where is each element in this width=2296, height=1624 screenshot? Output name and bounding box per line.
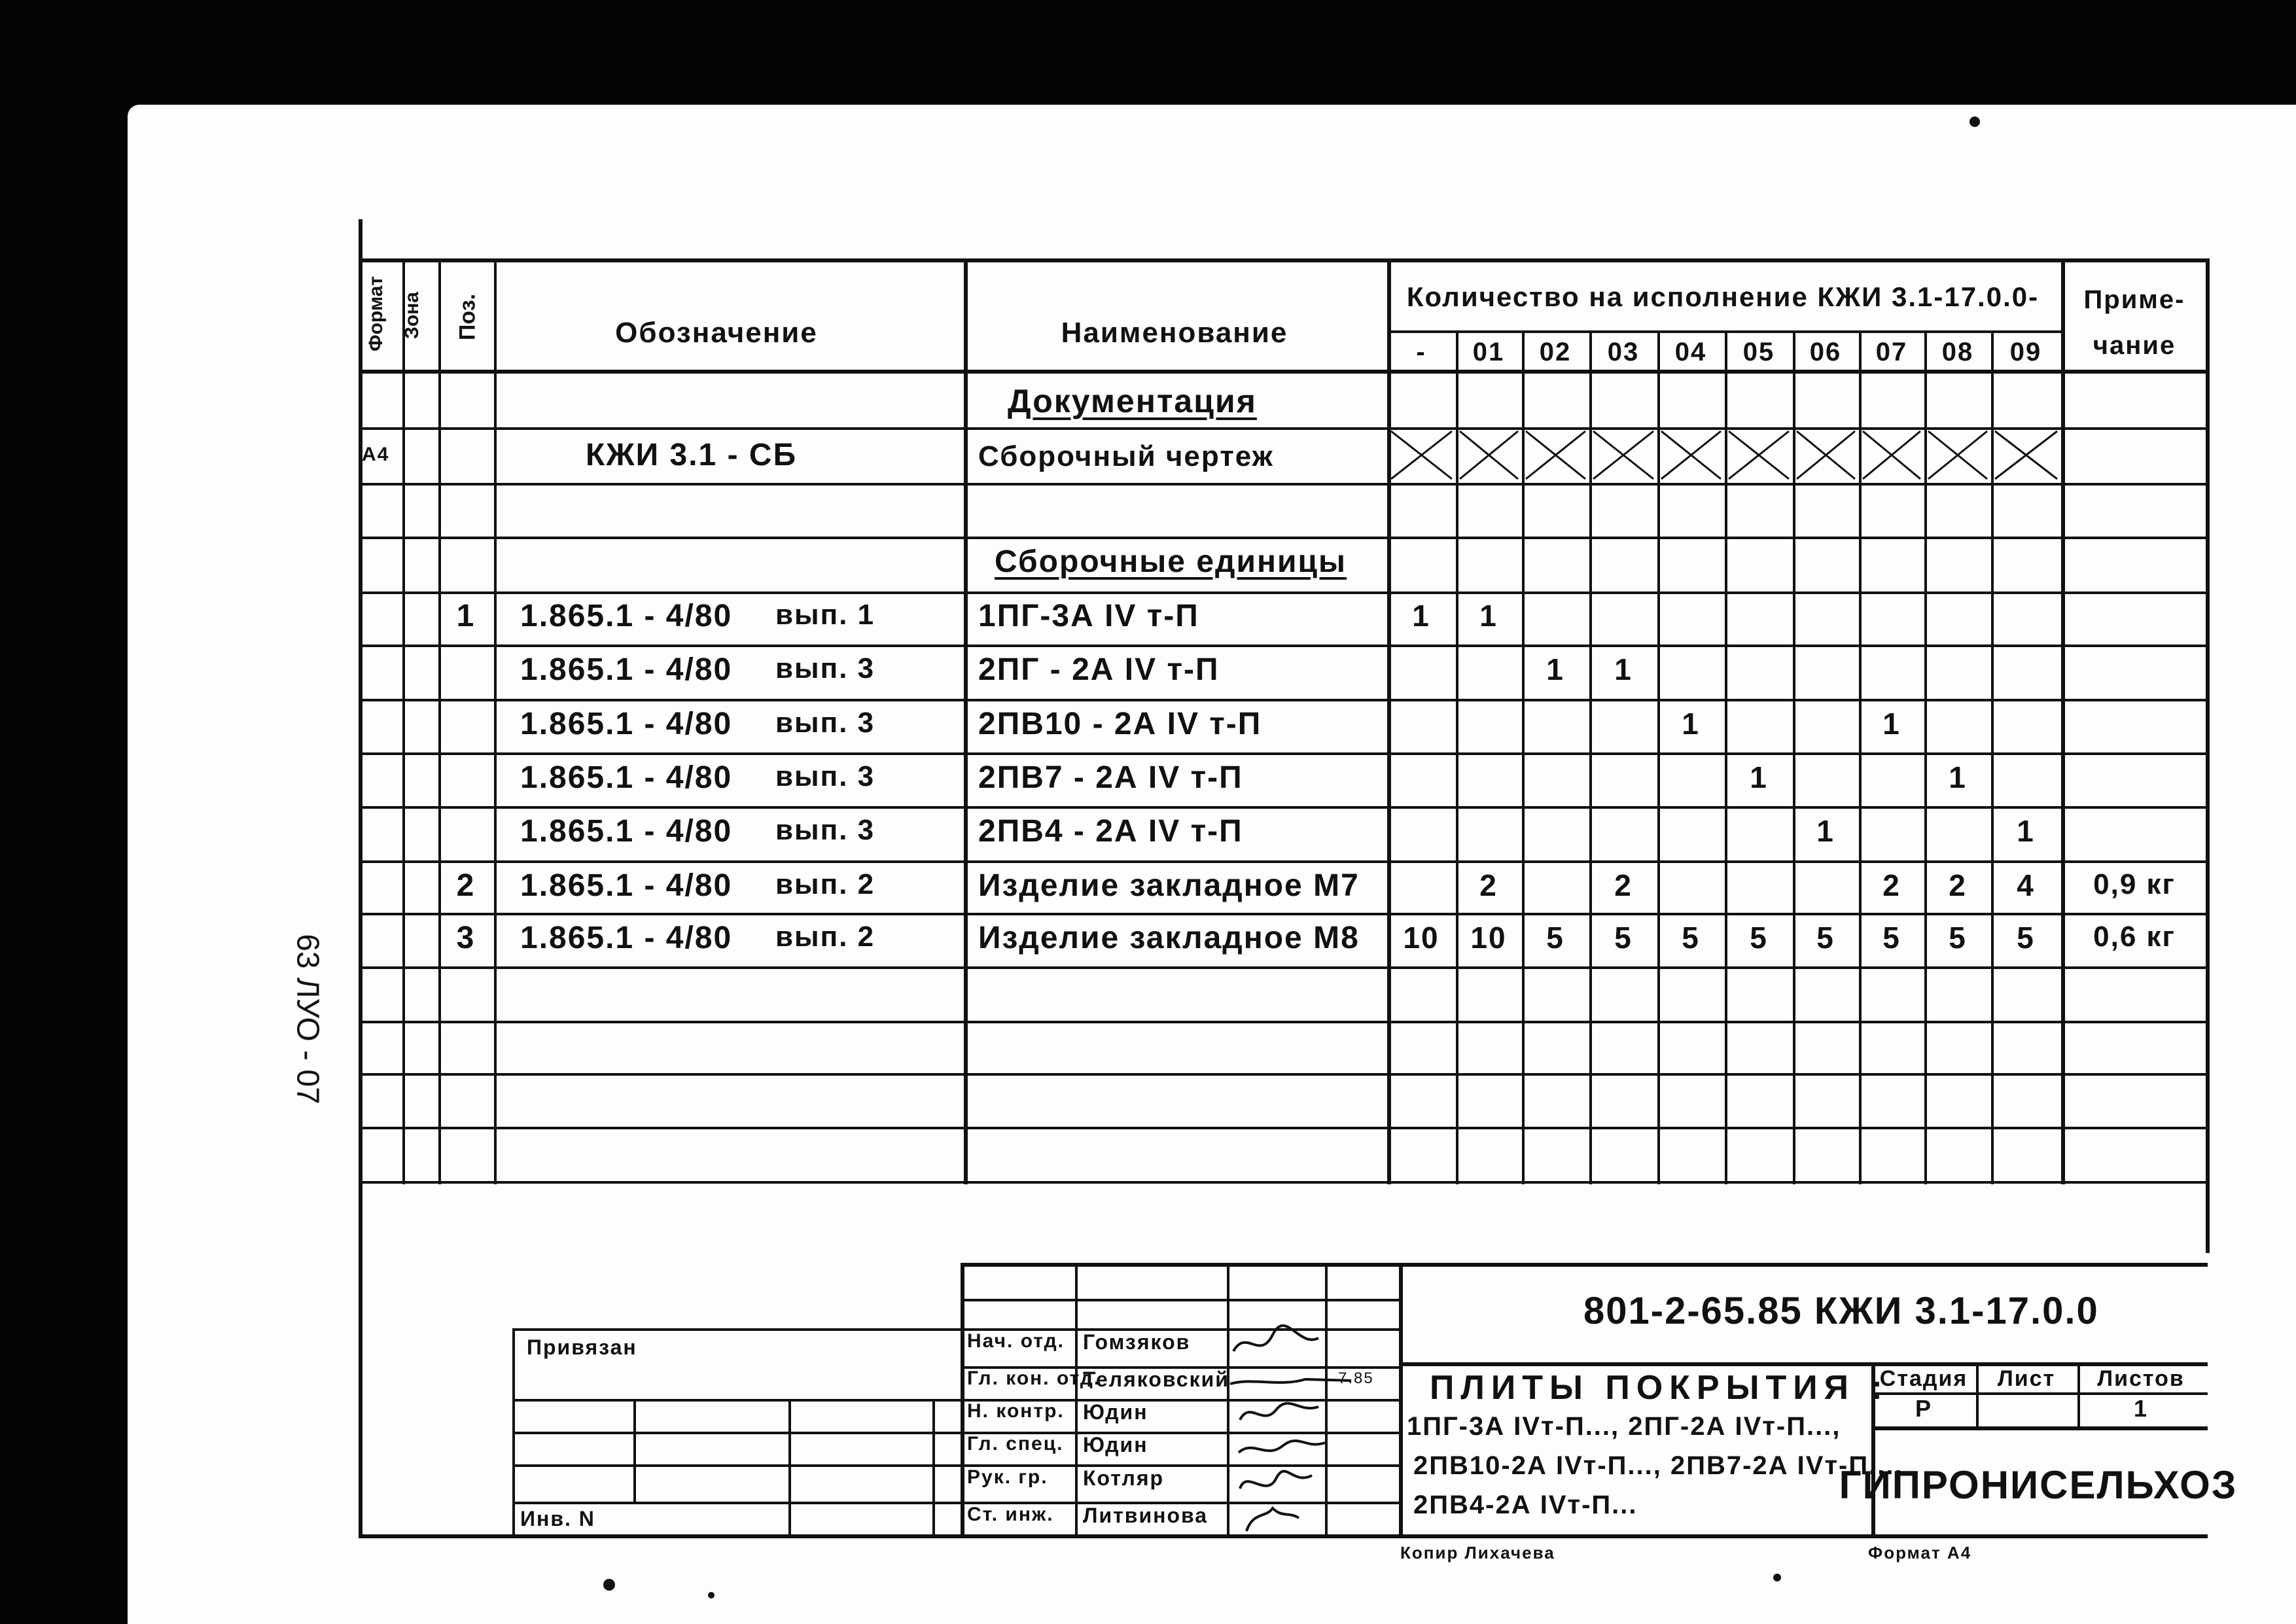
- inventory-label: Инв. N: [520, 1507, 595, 1530]
- row-name: 2ПВ4 - 2А IV т-П: [978, 814, 1243, 849]
- signer-role: Гл. спец.: [967, 1433, 1064, 1455]
- row-qty: 1: [1816, 814, 1835, 848]
- title-line-2: 1ПГ-3А IVт-П..., 2ПГ-2А IVт-П...,: [1407, 1412, 1841, 1441]
- doc-format: А4: [362, 444, 390, 465]
- row-qty: 1: [1546, 652, 1564, 686]
- row-qty: 5: [1614, 921, 1633, 955]
- row-name: Изделие закладное М7: [978, 868, 1360, 903]
- signer-name: Котляр: [1083, 1466, 1165, 1490]
- drawing-code: 801-2-65.85 КЖИ 3.1-17.0.0: [1583, 1290, 2099, 1332]
- row-note: 0,9 кг: [2093, 868, 2176, 900]
- margin-note: 63 ЛУО - 07: [290, 934, 325, 1104]
- zone-header: Зона: [401, 292, 423, 339]
- row-designation: 1.865.1 - 4/80: [520, 760, 733, 795]
- row-qty: 5: [1949, 921, 1967, 955]
- pos-header: Поз.: [455, 293, 480, 341]
- row-issue: вып. 3: [775, 652, 875, 684]
- copy-label: Копир Лихачева: [1400, 1543, 1555, 1562]
- variant-header-2: 02: [1539, 338, 1572, 366]
- signer-name: Гомзяков: [1083, 1330, 1191, 1354]
- row-qty: 1: [1882, 707, 1901, 741]
- row-qty: 1: [1479, 599, 1498, 633]
- stage-value: Р: [1915, 1395, 1933, 1422]
- format-header: Формат: [365, 275, 387, 351]
- title-line-3: 2ПВ10-2А IVт-П..., 2ПВ7-2А IVт-П...,: [1413, 1451, 1903, 1480]
- signer-role: Рук. гр.: [967, 1466, 1048, 1488]
- scan-speck: [603, 1579, 615, 1591]
- row-qty: 1: [1949, 760, 1967, 794]
- row-qty: 4: [2017, 868, 2035, 902]
- doc-designation: КЖИ 3.1 - СБ: [586, 438, 798, 472]
- privyazan-label: Привязан: [527, 1335, 637, 1359]
- row-qty: 10: [1403, 921, 1439, 955]
- row-qty: 5: [1882, 921, 1901, 955]
- row-qty: 2: [1479, 868, 1498, 902]
- title-line-4: 2ПВ4-2А IVт-П...: [1413, 1491, 1638, 1519]
- sheet-label: Лист: [1997, 1366, 2056, 1391]
- signer-role: Ст. инж.: [967, 1504, 1054, 1525]
- row-name: 1ПГ-3А IV т-П: [978, 599, 1199, 633]
- row-qty: 1: [1682, 707, 1700, 741]
- row-issue: вып. 2: [775, 868, 875, 900]
- row-issue: вып. 3: [775, 707, 875, 739]
- row-issue: вып. 2: [775, 921, 875, 953]
- variant-header-4: 04: [1674, 338, 1707, 366]
- title-line-1: ПЛИТЫ ПОКРЫТИЯ :: [1430, 1369, 1889, 1407]
- row-pos: 1: [456, 599, 476, 633]
- section-assembly-units: Сборочные единицы: [995, 544, 1347, 579]
- row-qty: 1: [1750, 760, 1768, 794]
- section-documentation: Документация: [1008, 383, 1257, 419]
- row-qty: 10: [1470, 921, 1507, 955]
- signer-name: Литвинова: [1083, 1504, 1209, 1527]
- row-qty: 5: [1546, 921, 1564, 955]
- scan-speck: [1969, 116, 1980, 127]
- row-designation: 1.865.1 - 4/80: [520, 921, 733, 955]
- row-name: Изделие закладное М8: [978, 921, 1360, 955]
- row-qty: 5: [1682, 921, 1700, 955]
- row-designation: 1.865.1 - 4/80: [520, 652, 733, 687]
- row-designation: 1.865.1 - 4/80: [520, 814, 733, 849]
- note-header-2: чание: [2093, 331, 2176, 360]
- row-name: 2ПВ10 - 2А IV т-П: [978, 707, 1262, 741]
- variant-header-6: 06: [1809, 338, 1842, 366]
- signer-name: Юдин: [1083, 1433, 1148, 1456]
- variant-header-8: 08: [1941, 338, 1974, 366]
- sheets-label: Листов: [2097, 1366, 2185, 1391]
- signatures: [1227, 1322, 1390, 1538]
- scan-speck: [708, 1592, 715, 1598]
- row-issue: вып. 1: [775, 599, 875, 631]
- organization-name: ГИПРОНИСЕЛЬХОЗ: [1839, 1463, 2238, 1507]
- row-qty: 5: [1750, 921, 1768, 955]
- row-qty: 5: [1816, 921, 1835, 955]
- signer-role: Н. контр.: [967, 1400, 1065, 1422]
- row-qty: 2: [1949, 868, 1967, 902]
- row-qty: 1: [1614, 652, 1633, 686]
- row-designation: 1.865.1 - 4/80: [520, 868, 733, 903]
- designation-header: Обозначение: [615, 317, 818, 349]
- date-text: 7.85: [1338, 1369, 1374, 1387]
- row-qty: 1: [1412, 599, 1430, 633]
- doc-name: Сборочный чертеж: [978, 440, 1274, 472]
- quantity-header: Количество на исполнение КЖИ 3.1-17.0.0-: [1406, 281, 2040, 312]
- sheets-value: 1: [2133, 1395, 2149, 1422]
- row-pos: 3: [456, 921, 476, 955]
- row-designation: 1.865.1 - 4/80: [520, 707, 733, 741]
- note-header-1: Приме-: [2083, 285, 2185, 314]
- row-issue: вып. 3: [775, 814, 875, 846]
- row-qty: 1: [2017, 814, 2035, 848]
- row-designation: 1.865.1 - 4/80: [520, 599, 733, 633]
- signer-name: Юдин: [1083, 1400, 1148, 1424]
- format-label: Формат А4: [1868, 1543, 1972, 1562]
- variant-header-7: 07: [1875, 338, 1908, 366]
- name-header: Наименование: [1061, 317, 1288, 349]
- variant-header-5: 05: [1742, 338, 1775, 366]
- row-name: 2ПВ7 - 2А IV т-П: [978, 760, 1243, 795]
- scan-speck: [1773, 1574, 1781, 1581]
- variant-header-9: 09: [2009, 338, 2042, 366]
- row-qty: 2: [1614, 868, 1633, 902]
- row-qty: 2: [1882, 868, 1901, 902]
- variant-header-0: -: [1416, 338, 1426, 366]
- variant-header-1: 01: [1472, 338, 1505, 366]
- signer-role: Нач. отд.: [967, 1330, 1065, 1352]
- signer-role: Гл. кон. отд.: [967, 1368, 1101, 1389]
- variant-header-3: 03: [1607, 338, 1640, 366]
- row-pos: 2: [456, 868, 476, 903]
- signer-name: Теляковский: [1083, 1368, 1229, 1391]
- stage-label: Стадия: [1879, 1366, 1968, 1391]
- row-name: 2ПГ - 2А IV т-П: [978, 652, 1220, 687]
- row-qty: 5: [2017, 921, 2035, 955]
- crossed-cells: [1387, 427, 2061, 483]
- row-issue: вып. 3: [775, 760, 875, 792]
- row-note: 0,6 кг: [2093, 921, 2176, 953]
